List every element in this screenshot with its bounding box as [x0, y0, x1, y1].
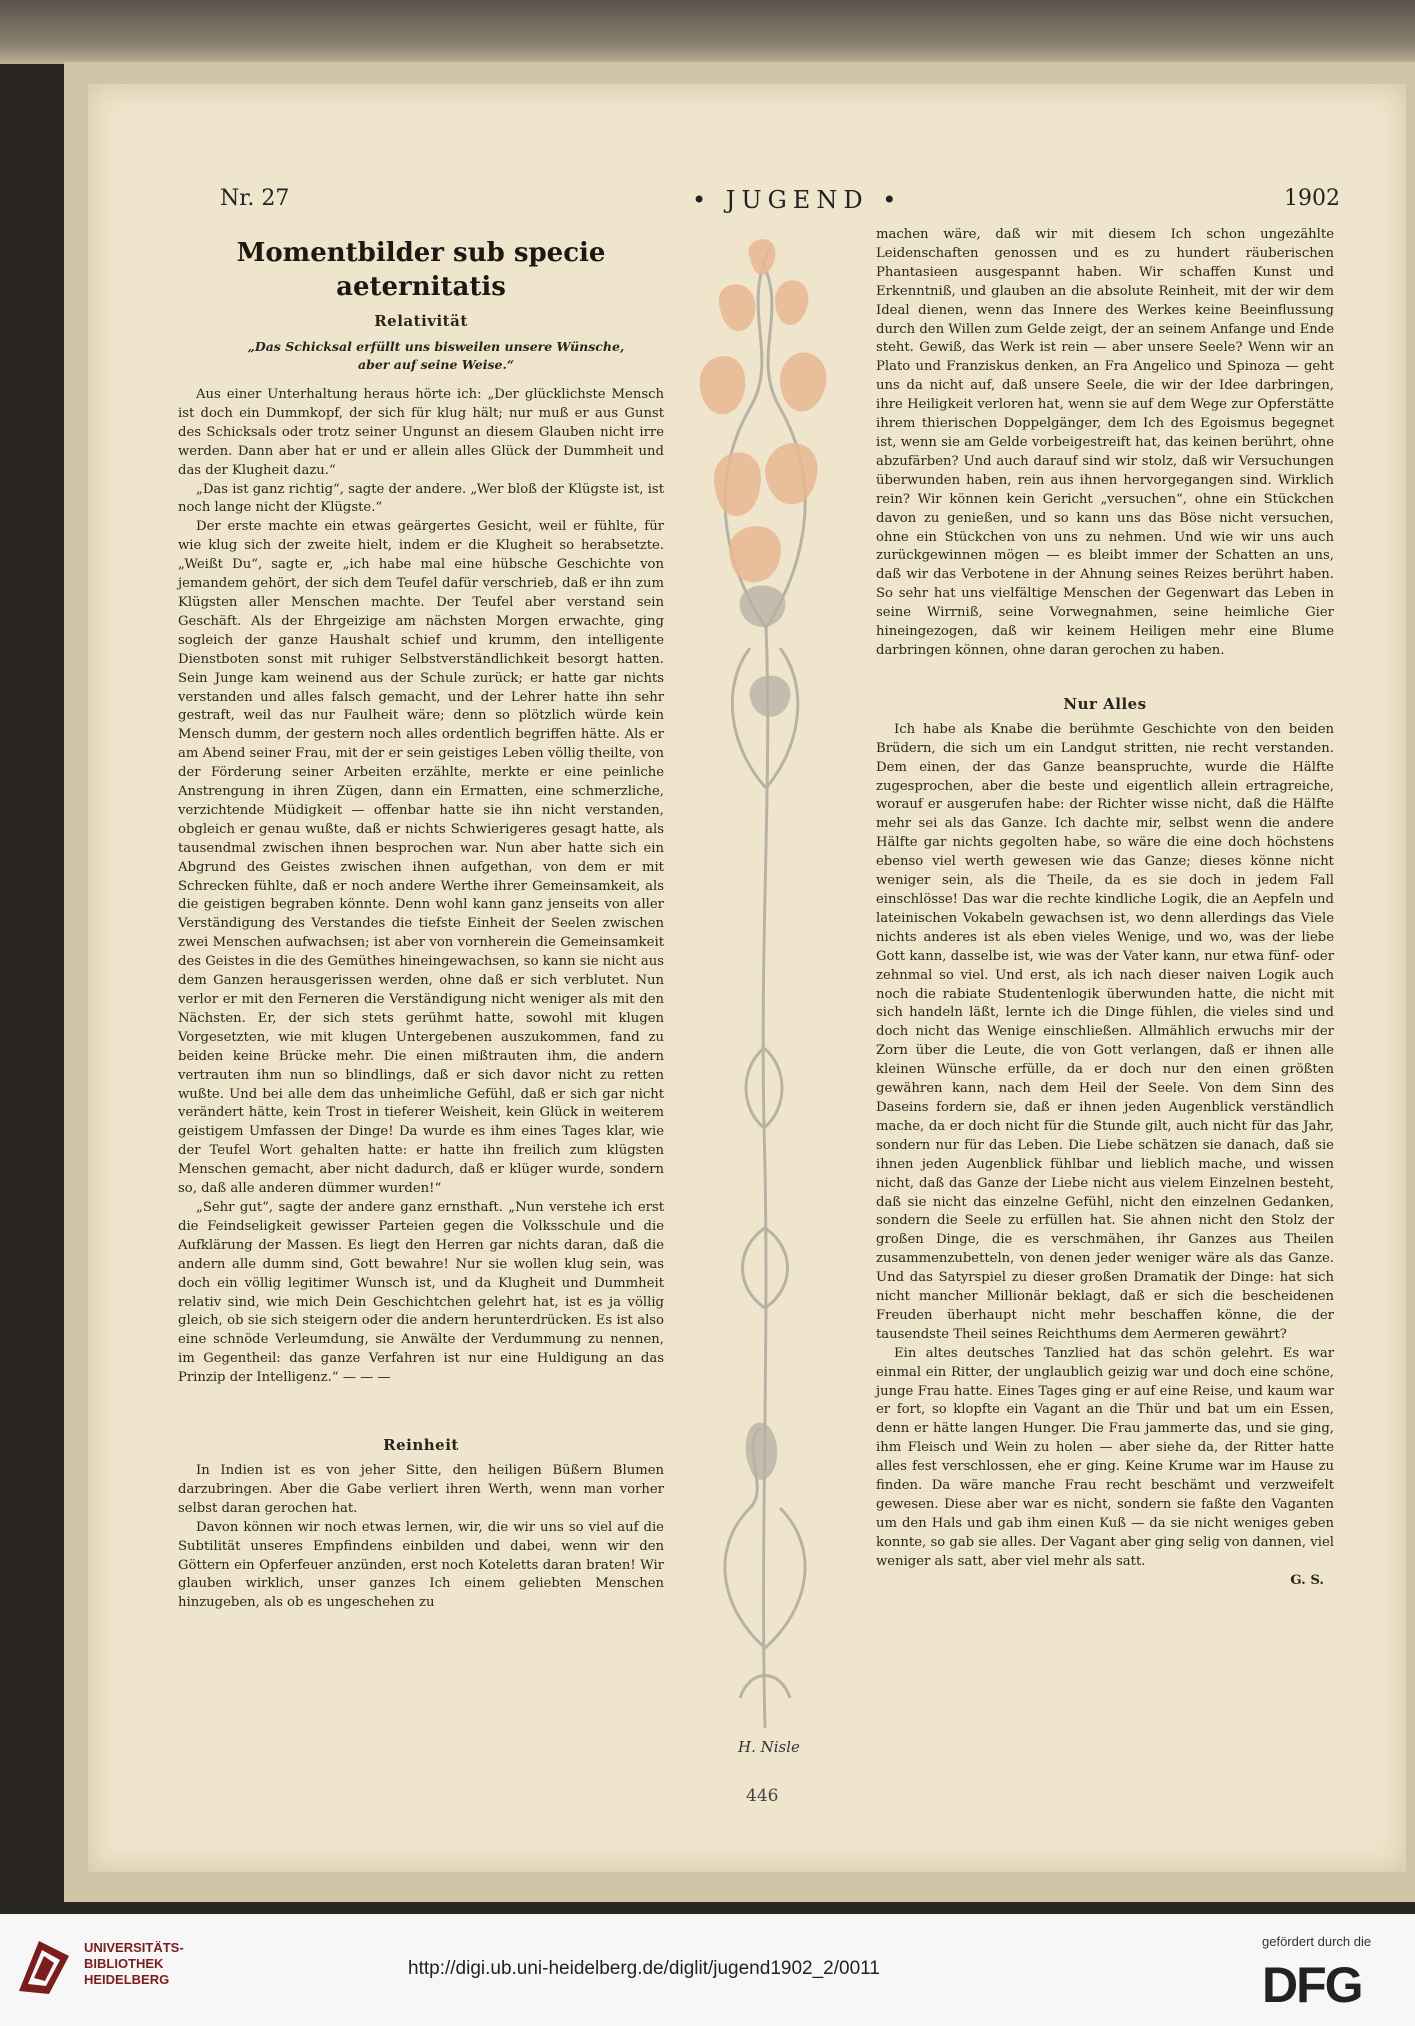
permalink-url[interactable]: http://digi.ub.uni-heidelberg.de/diglit/jugend1902_2/0011 — [408, 1958, 880, 1979]
paragraph: In Indien ist es von jeher Sitte, den heiligen Büßern Blumen darzubringen. Aber die Gabe verliert ihren Werth, wenn man vorher selbst daran gerochen hat. — [178, 1463, 664, 1516]
section-title-reinheit: Reinheit — [383, 1436, 459, 1455]
section-title-relativitaet: Relativität — [374, 312, 468, 330]
left-column — [178, 236, 664, 1613]
paragraph: „Das ist ganz richtig“, sagte der andere. „Wer bloß der Klügste ist, ist noch lange nicht der Klügste.“ — [178, 481, 664, 516]
dfg-logo[interactable]: DFG — [1262, 1957, 1362, 2013]
paragraph: Der erste machte ein etwas geärgertes Gesicht, weil er fühlte, für wie klug sich der zweite hielt, indem er die Klugheit so herabsetzte. „Weißt Du“, sagte er, „ich habe mal eine hübsche Geschichte von jemandem gehört, der sich dem Teufel dafür verschrieb, daß er ihn zum Klügsten aller Menschen machte. Der Teufel aber verstand sein Geschäft. Als der Ehrgeizige am nächsten Morgen erwachte, ging sogleich der ganze Haushalt schief und krumm, den intelligente Dienstboten sonst mit ruhiger Selbstverständlichkeit besorgt hatten. Sein Junge kam weinend aus der Schule zurück; er hatte gar nichts verstanden und alles falsch gemacht, und der Lehrer hatte ihn sehr gestraft, weil das nur Faulheit wäre; denn so plötzlich würde kein Mensch dumm, der gestern noch alles ordentlich begriffen hätte. Als er am Abend seiner Frau, mit der er sein geistiges Leben völlig theilte, von der Förderung seiner Arbeiten erzählte, merkte er eine peinliche Anstrengung in ihren Zügen, dann ein Ermatten, eine schmerzliche, verzichtende Müdigkeit — offenbar hatte sie ihn nicht verstanden, obgleich er genau wußte, daß er nichts Schwierigeres gesagt hatte, als tausendmal zwischen ihnen besprochen war. Nun aber hatte sich ein Abgrund des Geistes zwischen ihnen aufgethan, von dem er mit Schrecken fühlte, daß er noch andere Werthe ihrer Gemeinsamkeit, als die geistigen begraben könnte. Denn wohl kann ganz jenseits von aller Verständigung des Verstandes die tiefste Einheit der Seelen zwischen zwei Menschen aufwachsen; ist aber von vornherein die Gemeinsamkeit des Geistes in die des Gemüthes hineingewachsen, so kann sie nicht aus dem Ganzen herausgerissen werden, ohne daß er sich verblutet. Nun verlor er mit den Ferneren die Verständigung nicht weniger als mit den Nächsten. Er, der sich stets gerühmt hatte, sowohl mit klugen Vorgesetzten, wie mit klugen Untergebenen auszukommen, fand zu beiden keine Brücke mehr. Die einen mißtrauten ihm, die andern vertrauten ihm nun so blindlings, daß er sich davor nicht zu retten wußte. Und bei alle dem das unheimliche Gefühl, daß er sich gar nicht verändert hätte, kein Trost in tieferer Weisheit, kein Glück in weiterem geistigem Umfassen der Dinge! Da wurde es ihm eines Tages klar, wie der Teufel Wort gehalten hatte: er hatte ihn freilich zum klügsten Menschen gemacht, aber nicht dadurch, daß er klüger wurde, sondern so, daß alle anderen dümmer wurden!“ — [178, 519, 664, 1197]
viewer-footer — [0, 1914, 1415, 2026]
issue-number: Nr. 27 — [220, 186, 290, 211]
paragraph: Davon können wir noch etwas lernen, wir, die wir uns so viel auf die Subtilität unseres Empfindens einbilden und dabei, wenn wir den Göttern ein Opferfeuer anzünden, erst noch Koteletts daran braten! Wir glauben wirklich, unser ganzes Ich einem geliebten Menschen hinzugeben, als ob es ungeschehen zu — [178, 1519, 664, 1611]
author-signature: G. S. — [1290, 1572, 1324, 1588]
right-column — [876, 226, 1334, 1591]
article-title: Momentbilder sub specie aeternitatis — [236, 238, 606, 302]
paragraph: Ein altes deutsches Tanzlied hat das schön gelehrt. Es war einmal ein Ritter, der unglaublich geizig war und doch eine schöne, junge Frau hatte. Eines Tages ging er auf eine Reise, und kaum war er fort, so klopfte ein Vagant an die Thür und bat um ein Essen, denn er hätte langen Hunger. Die Frau jammerte das, und sie ging, ihm Fleisch und Wein zu holen — aber siehe da, der Ritter hatte alles fest verschlossen, ehe er ging. Keine Krume war im Hause zu finden. Da wäre manche Frau recht beschämt und verzweifelt gewesen. Diese aber war es nicht, sondern sie faßte den Vaganten um den Hals und gab ihm einen Kuß — da sie nicht weniges geben konnte, so gab sie alles. Der Vagant aber ging selig von dannen, viel weniger als satt, aber viel mehr als satt. — [876, 1345, 1334, 1569]
institution-name[interactable]: UNIVERSITÄTS- BIBLIOTHEK HEIDELBERG — [84, 1940, 184, 1987]
book-edge-top — [0, 0, 1415, 64]
section-title-nur-alles: Nur Alles — [1063, 694, 1147, 713]
motto: „Das Schicksal erfüllt uns bisweilen unsere Wünsche, aber auf seine Weise.“ — [247, 339, 625, 372]
paragraph: „Sehr gut“, sagte der andere ganz ernsthaft. „Nun verstehe ich erst die Feindseligkeit gewisser Parteien gegen die Volksschule und die Aufklärung der Massen. Es liegt den Herren gar nichts daran, daß die andern alle dumm sind, Gott bewahre! Nur sie wollen klug sein, was doch ein völlig legitimer Wunsch ist, und da Klugheit und Dummheit relativ sind, wie mich Dein Geschichtchen gelehrt hat, ist es ja völlig gleich, ob sie sich steigern oder die andern herunterdrücken. Es ist also eine schnöde Verleumdung, sie Anwälte der Verdummung zu nennen, im Gegentheil: das ganze Verfahren ist nur eine Huldigung an das Prinzip der Intelligenz.“ — — — — [178, 1199, 664, 1386]
sponsor-text: gefördert durch die — [1262, 1934, 1372, 1949]
paragraph: Aus einer Unterhaltung heraus hörte ich: „Der glücklichste Mensch ist doch ein Dummkopf, der sich für klug hält; nur muß er aus Gunst des Schicksals oder trotz seiner Ungunst an diesem Glauben nicht irre werden. Dann aber hat er und er allein alles Glück der Dummheit und das der Klugheit dazu.“ — [178, 387, 664, 478]
year: 1902 — [1284, 186, 1340, 211]
paragraph: machen wäre, daß wir mit diesem Ich schon ungezählte Leidenschaften genossen und es zu hundert räuberischen Phantasieen ausgespannt haben. Wir schaffen Kunst und Erkenntniß, und glauben an die absolute Reinheit, mit der wir dem Ideal dienen, wenn das Innere des Werkes keine Beeinflussung durch den Willen zum Gelde zeigt, der an seinem Anfange und Ende steht. Gewiß, das Werk ist rein — aber unsere Seele? Wenn wir an Plato und Franziskus denken, an Fra Angelico und Spinoza — geht uns da nicht auf, daß unsere Seele, die wir der Idee darbringen, ihre Heiligkeit verloren hat, wenn sie auf dem Wege zur Opferstätte ihrem thierischen Doppelgänger, dem Ich des Egoismus begegnet ist, wenn sie am Gelde vorbeigestreift hat, das keinen berührt, ohne abzufärben? Und auch darauf sind wir stolz, daß wir Versuchungen überwunden haben, rein aus ihnen hervorgegangen sind. Wirklich rein? Wir können kein Gericht „versuchen“, ohne ein Stückchen davon zu genießen, und so kann uns das Böse nicht versuchen, ohne ein Stückchen von uns zu nehmen. Und wie wir uns auch zurückgewinnen mögen — es bleibt immer der Schatten an uns, daß wir das Verbotene in der Ahnung seines Reizes berührt haben. So sehr hat uns vielfältige Menschen der Gegenwart das Leben in seine Wirrniß, seine Vorwegnahmen, seine heimliche Gier hineingezogen, daß wir keinem Heiligen mehr eine Blume darbringen können, ohne daran gerochen zu haben. — [876, 227, 1334, 658]
page-number: 446 — [746, 1786, 779, 1806]
art-nouveau-flower-ornament — [680, 228, 850, 1748]
university-library-logo-icon[interactable] — [14, 1936, 74, 1996]
paragraph: Ich habe als Knabe die berühmte Geschichte von den beiden Brüdern, die sich um ein Landgut stritten, nie recht verstanden. Dem einen, der das Ganze beanspruchte, wurde die Hälfte zugesprochen, aber die beste und eigentlich allein ertragreiche, worauf er ausgerufen habe: der Richter wisse nicht, daß die Hälfte mehr sei als das Ganze. Ich dachte mir, selbst wenn die andere Hälfte gar nichts gegolten habe, so wäre die eine doch höchstens ebenso viel werth gewesen wie das Ganze; dieses könne nicht weniger sein, als die Theile, da es sie doch in jedem Fall einschlösse! Das war die rechte kindliche Logik, die an Aepfeln und lateinischen Vokabeln gewachsen ist, wo denn allerdings das Viele nichts anderes ist als eben vieles Wenige, und wo, was der liebe Gott kann, dasselbe ist, wie was der Vater kann, nur etwa fünf- oder zehnmal so viel. Und erst, als ich nach dieser naiven Logik auch noch die rabiate Studentenlogik überwunden hatte, die nicht mit sich handeln läßt, lernte ich die Dinge fühlen, die vieles sind und doch nicht das Wenige einschließen. Allmählich erwuchs mir der Zorn über die Leute, die von Gott verlangen, daß er ihnen alle kleinen Wünsche erfülle, da er doch nur den einen größten gewähren kann, nach dem Heil der Seele. Von dem Sinn des Daseins fordern sie, daß er ihnen jeden Augenblick verständlich mache, da er doch nicht für die Stunde gilt, auch nicht für das Jahr, sondern nur für das Leben. Die Liebe schätzen sie danach, daß sie ihnen jeden Augenblick fühlbar und lieblich mache, und wissen nicht, daß das Ganze der Liebe nicht aus vielem Einzelnen besteht, daß sie nicht das einzelne Gefühl, nicht den einzelnen Gedanken, sondern die Seele zu erfüllen hat. Sie ahnen nicht den Stolz der großen Dinge, die es verschmähen, ihr Ganzes aus Theilen zusammenzubetteln, von denen jeder weniger wäre als das Ganze. Und das Satyrspiel zu dieser großen Dramatik der Dinge: hat sich nicht mancher Millionär beklagt, daß er sich die bescheidenen Freuden überhaupt nicht mehr beschaffen könne, die der tausendste Theil seines Reichthums dem Aermeren gewährt? — [876, 721, 1334, 1342]
artist-credit: H. Nisle — [738, 1738, 800, 1756]
magazine-title: • JUGEND • — [692, 186, 903, 214]
